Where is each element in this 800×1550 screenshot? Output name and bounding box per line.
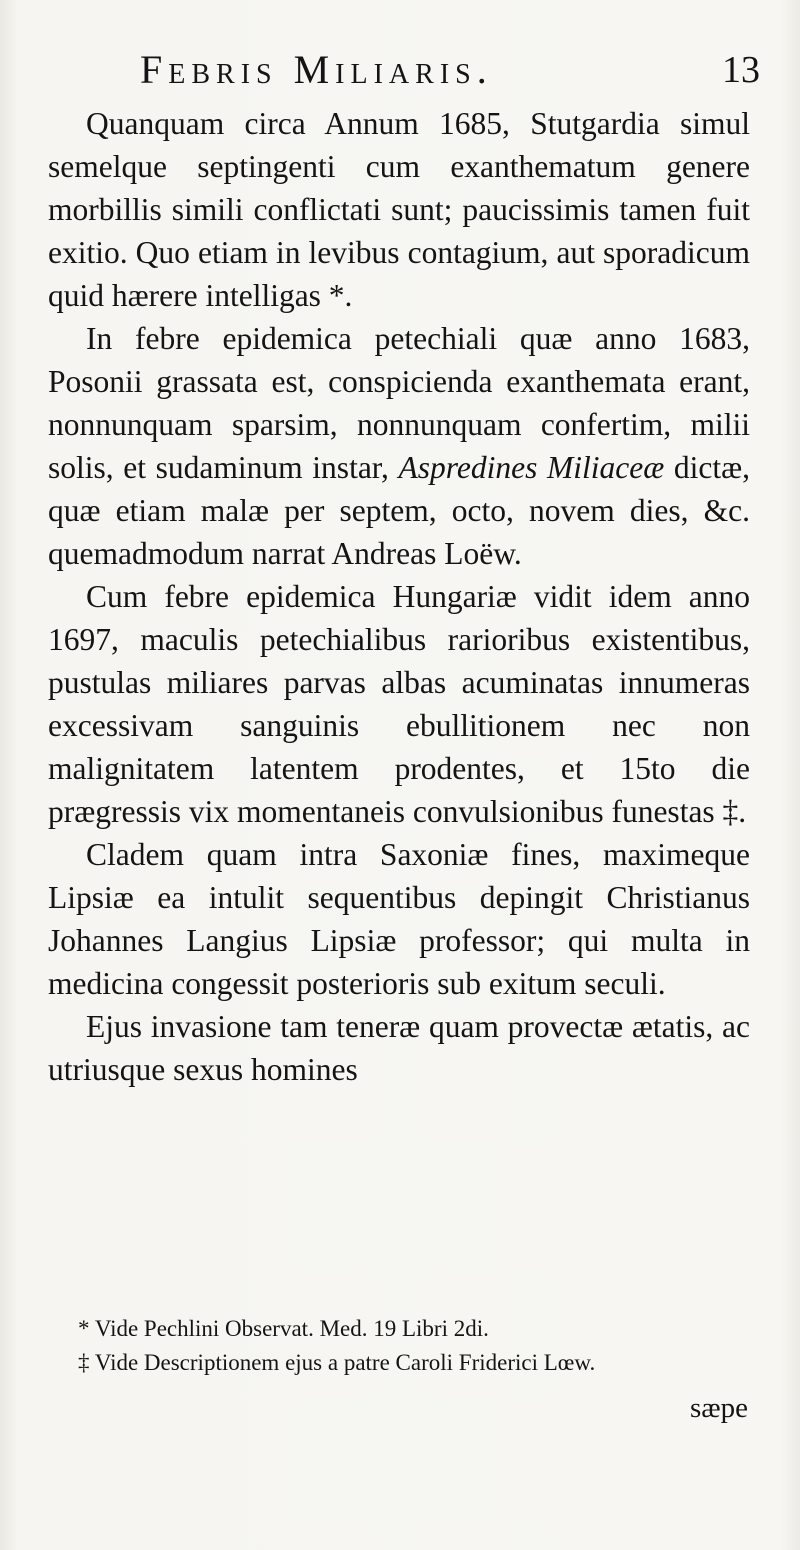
paragraph-1: Quanquam circa Annum 1685, Stutgardia simul semelque septingenti cum exanthematum genere morbillis simili conflictati sunt; paucissimis tamen fuit exitio. Quo etiam in levibus contagium, aut sporadicum quid hærere intelligas *. xyxy=(48,106,750,313)
page-header xyxy=(140,40,760,100)
paragraph-3: Cum febre epidemica Hungariæ vidit idem anno 1697, maculis petechialibus rarioribus existentibus, pustulas miliares parvas albas acuminatas innumeras excessivam sanguinis ebullitionem nec non malignitatem latentem prodentes, et 15to die prægressis vix momentaneis convulsionibus funestas ‡. xyxy=(48,579,750,829)
footnotes xyxy=(78,1312,758,1380)
running-title: Febris Miliaris. xyxy=(140,47,493,92)
paragraph-2-italic-term: Aspredines Miliaceæ xyxy=(398,450,665,485)
catchword: sæpe xyxy=(690,1392,748,1424)
paragraph-2-text-b: dictæ, quæ etiam malæ per septem, octo, novem dies, &c. quemadmodum narrat Andreas Loëw. xyxy=(48,450,750,571)
paragraph-5: Ejus invasione tam teneræ quam provectæ ætatis, ac utriusque sexus homines xyxy=(48,1009,750,1087)
footnote-2: ‡ Vide Descriptionem ejus a patre Caroli Friderici Lœw. xyxy=(78,1350,596,1375)
paragraph-2 xyxy=(48,317,750,575)
paragraph-4: Cladem quam intra Saxoniæ fines, maximeque Lipsiæ ea intulit sequentibus depingit Christianus Johannes Langius Lipsiæ professor; qui multa in medicina congessit posterioris sub exitum seculi. xyxy=(48,837,750,1001)
paragraph-2-text-a: In febre epidemica petechiali quæ anno 1683, Posonii grassata est, conspicienda exanthemata erant, nonnunquam sparsim, nonnunquam confertim, milii solis, et sudaminum instar, xyxy=(48,321,750,485)
footnote-1: * Vide Pechlini Observat. Med. 19 Libri 2di. xyxy=(78,1316,489,1341)
page-number: 13 xyxy=(722,49,760,91)
body-text xyxy=(48,102,750,1091)
